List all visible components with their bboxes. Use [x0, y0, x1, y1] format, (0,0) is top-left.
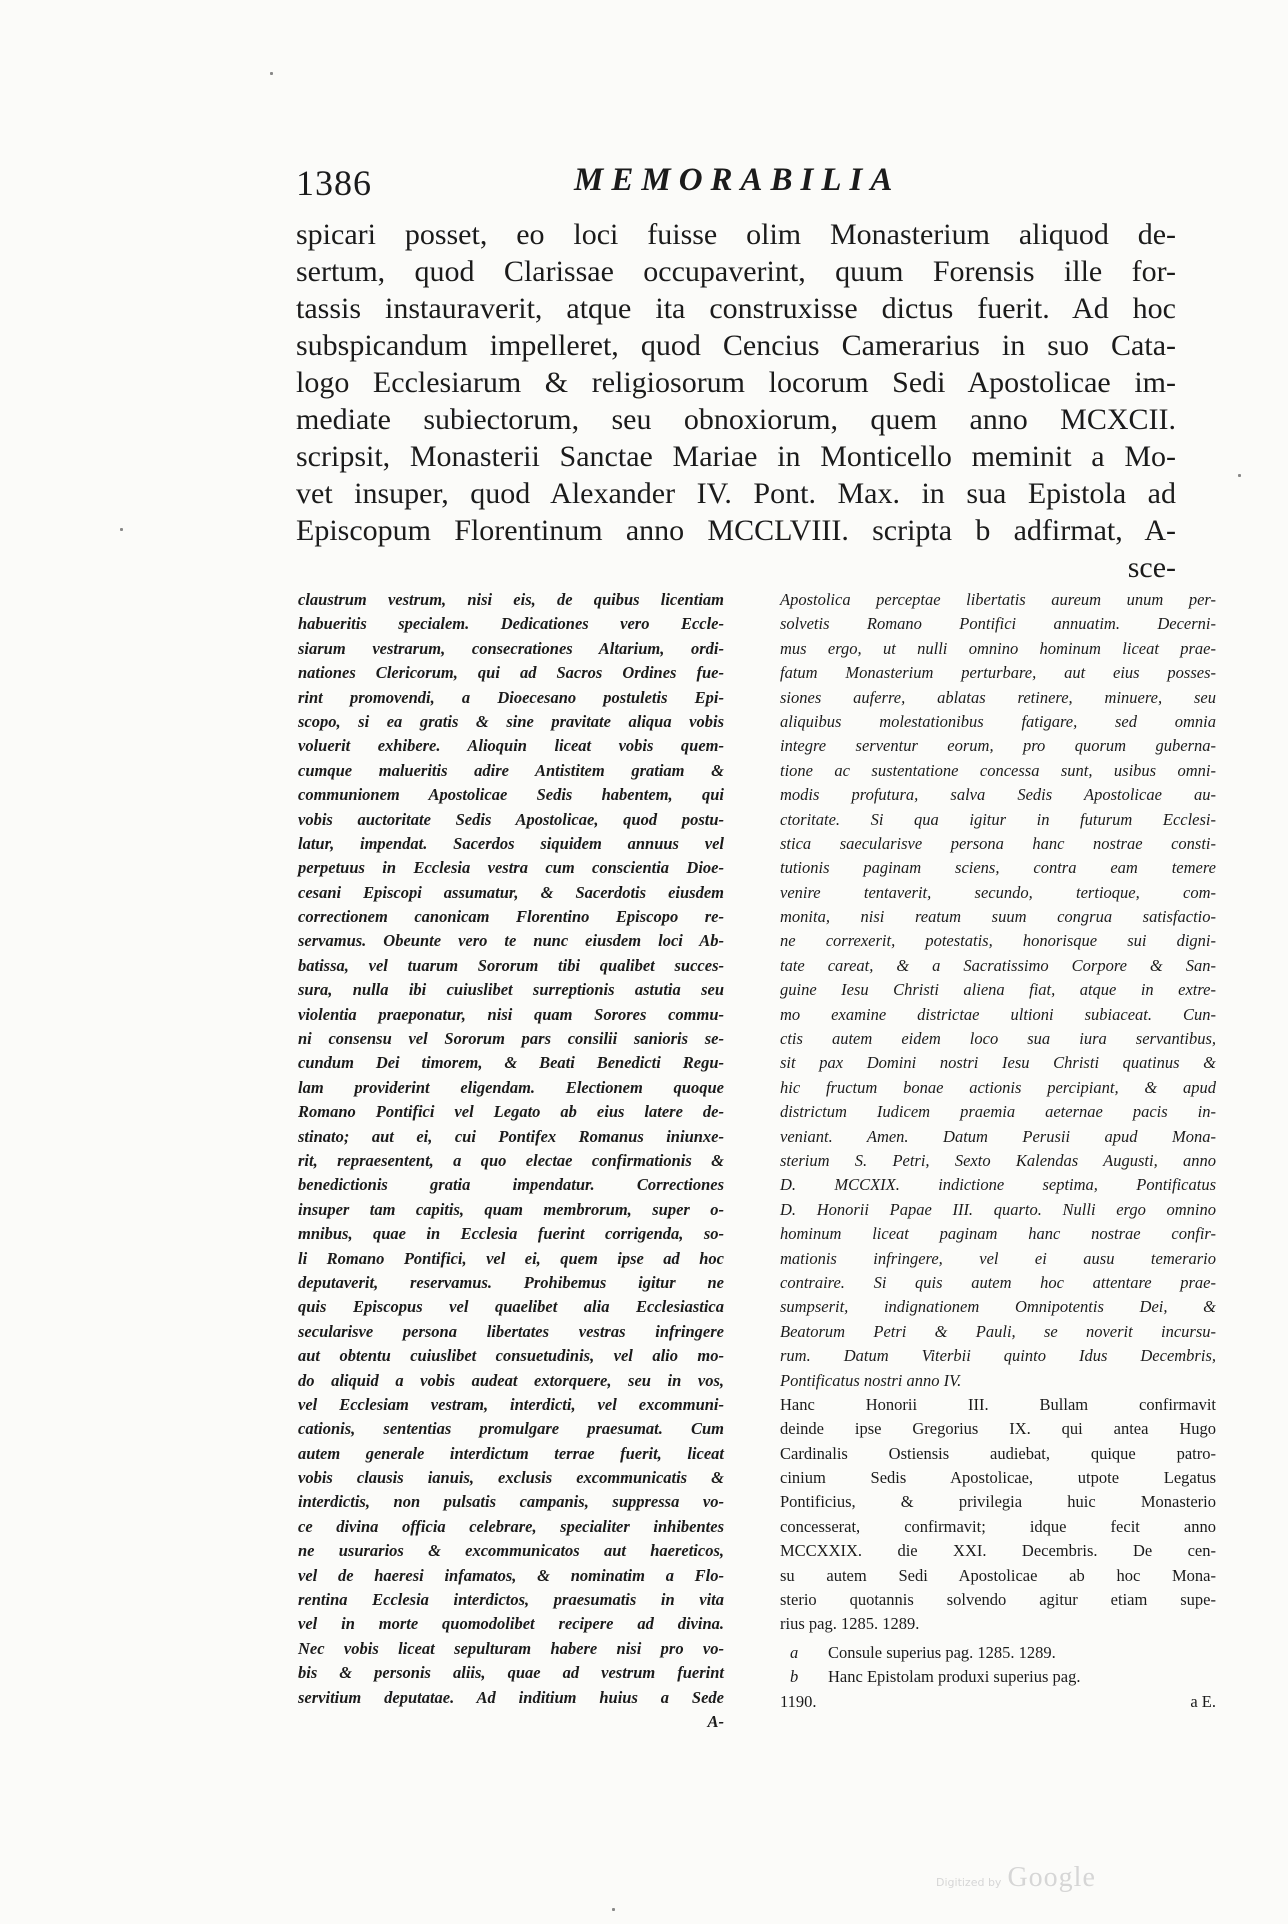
right-column-line: siones auferre, ablatas retinere, minuere, seu: [780, 687, 1216, 707]
right-column-line: ne correxerit, potestatis, honorisque sui digni-: [780, 931, 1216, 951]
left-column-line: bis & personis aliis, quae ad vestrum fuerint: [298, 1663, 724, 1683]
body-line: mediate subiectorum, seu obnoxiorum, quem anno MCXCII.: [296, 403, 1176, 436]
right-column-catchword: a E.: [1190, 1691, 1216, 1711]
footnote-mark: b: [790, 1667, 799, 1687]
body-line: logo Ecclesiarum & religiosorum locorum Sedi Apostolicae im-: [296, 366, 1176, 399]
left-column-line: ce divina officia celebrare, specialiter inhibentes: [298, 1516, 724, 1536]
right-column-line: fatum Monasterium perturbare, aut eius posses-: [780, 663, 1216, 683]
body-line: spicari posset, eo loci fuisse olim Monasterium aliquod de-: [296, 218, 1176, 251]
scan-speck: [270, 72, 273, 75]
left-column-line: quis Episcopus vel quaelibet alia Ecclesiastica: [298, 1297, 724, 1317]
left-column-line: Romano Pontifici vel Legato ab eius latere de-: [298, 1102, 724, 1122]
body-line: tassis instauraverit, atque ita construxisse dictus fuerit. Ad hoc: [296, 292, 1176, 325]
left-column-line: interdictis, non pulsatis campanis, suppressa vo-: [298, 1492, 724, 1512]
note-line: Cardinalis Ostiensis audiebat, quique patro-: [780, 1443, 1216, 1463]
note-line: Hanc Honorii III. Bullam confirmavit: [780, 1394, 1216, 1414]
left-column-line: stinato; aut ei, cui Pontifex Romanus iniunxe-: [298, 1126, 724, 1146]
left-column-line: scopo, si ea gratis & sine pravitate aliqua vobis: [298, 711, 724, 731]
right-column-line: monita, nisi reatum suum congrua satisfactio-: [780, 907, 1216, 927]
right-column-line: ctis autem eidem loco sua iura servantibus,: [780, 1029, 1216, 1049]
left-column-line: habueritis specialem. Dedicationes vero Eccle-: [298, 614, 724, 634]
right-column-line: Pontificatus nostri anno IV.: [780, 1370, 962, 1390]
body-line: vet insuper, quod Alexander IV. Pont. Max. in sua Epistola ad: [296, 477, 1176, 510]
left-column-line: deputaverit, reservamus. Prohibemus igitur ne: [298, 1272, 724, 1292]
body-catchword: sce-: [1127, 551, 1176, 584]
body-line: sertum, quod Clarissae occupaverint, quum Forensis ille for-: [296, 255, 1176, 288]
left-column-line: latur, impendat. Sacerdos siquidem annuus vel: [298, 833, 724, 853]
left-column-line: cundum Dei timorem, & Beati Benedicti Regu-: [298, 1053, 724, 1073]
note-line: MCCXXIX. die XXI. Decembris. De cen-: [780, 1541, 1216, 1561]
right-column-line: stica saecularisve persona hanc nostrae consti-: [780, 833, 1216, 853]
note-line: concesserat, confirmavit; idque fecit anno: [780, 1516, 1216, 1536]
left-column-line: cesani Episcopi assumatur, & Sacerdotis eiusdem: [298, 882, 724, 902]
left-column-line: batissa, vel tuarum Sororum tibi qualibet succes-: [298, 955, 724, 975]
left-column-line: insuper tam capitis, quam membrorum, super o-: [298, 1199, 724, 1219]
left-column-line: correctionem canonicam Florentino Episcopo re-: [298, 907, 724, 927]
left-column-line: rit, repraesentent, a quo electae confirmationis &: [298, 1150, 724, 1170]
right-column-line: solvetis Romano Pontifici annuatim. Decerni-: [780, 614, 1216, 634]
right-column-line: hominum liceat paginam hanc nostrae confir-: [780, 1224, 1216, 1244]
right-column-line: tutionis paginam sciens, contra eam temere: [780, 858, 1216, 878]
left-column-line: autem generale interdictum terrae fuerit, liceat: [298, 1443, 724, 1463]
watermark-brand: Google: [1007, 1862, 1096, 1893]
left-column-line: aut obtentu cuiuslibet consuetudinis, vel alio mo-: [298, 1346, 724, 1366]
right-column-line: rum. Datum Viterbii quinto Idus Decembris,: [780, 1346, 1216, 1366]
left-column-line: ne usurarios & excommunicatos aut haereticos,: [298, 1541, 724, 1561]
footnote-mark: a: [790, 1642, 799, 1662]
right-column-line: mus ergo, ut nulli omnino hominum liceat prae-: [780, 638, 1216, 658]
left-column-line: cationis, sententias promulgare praesumat. Cum: [298, 1419, 724, 1439]
left-column: [298, 588, 724, 1734]
right-column-line: D. MCCXIX. indictione septima, Pontificatus: [780, 1175, 1216, 1195]
left-column-line: voluerit exhibere. Alioquin liceat vobis quem-: [298, 736, 724, 756]
left-column-line: secularisve persona libertates vestras infringere: [298, 1321, 724, 1341]
digitized-watermark: [936, 1862, 1096, 1894]
main-text-block: [296, 216, 1176, 586]
page-number: 1386: [296, 163, 372, 203]
right-column-line: hic fructum bonae actionis percipiant, & apud: [780, 1077, 1216, 1097]
left-column-line: vel de haeresi infamatos, & nominatim a Flo-: [298, 1565, 724, 1585]
right-column-line: venire tentaverit, secundo, tertioque, com-: [780, 882, 1216, 902]
scan-speck: [612, 1908, 615, 1911]
left-column-line: vobis clausis ianuis, exclusis excommunicatis &: [298, 1468, 724, 1488]
right-column-line: contraire. Si quis autem hoc attentare prae-: [780, 1272, 1216, 1292]
left-column-line: servamus. Obeunte vero te nunc eiusdem loci Ab-: [298, 931, 724, 951]
right-column-line: integre serventur eorum, pro quorum guberna-: [780, 736, 1216, 756]
left-column-line: cumque malueritis adire Antistitem gratiam &: [298, 760, 724, 780]
left-column-catchword: A-: [707, 1711, 724, 1731]
right-column-line: aliquibus molestationibus fatigare, sed omnia: [780, 711, 1216, 731]
right-column-line: modis profutura, salva Sedis Apostolicae au-: [780, 785, 1216, 805]
note-line: su autem Sedi Apostolicae ab hoc Mona-: [780, 1565, 1216, 1585]
right-column-line: ctoritate. Si qua igitur in futurum Ecclesi-: [780, 809, 1216, 829]
left-column-line: claustrum vestrum, nisi eis, de quibus licentiam: [298, 590, 724, 609]
left-column-line: siarum vestrarum, consecrationes Altarium, ordi-: [298, 638, 724, 658]
watermark-prefix: Digitized by: [936, 1876, 1002, 1889]
left-column-line: nationes Clericorum, qui ad Sacros Ordines fue-: [298, 663, 724, 683]
scan-speck: [120, 528, 123, 531]
left-column-line: do aliquid a vobis audeat extorquere, seu in vos,: [298, 1370, 724, 1390]
right-column-line: D. Honorii Papae III. quarto. Nulli ergo omnino: [780, 1199, 1216, 1219]
note-line: rius pag. 1285. 1289.: [780, 1614, 920, 1634]
footnote-last-line: [780, 1690, 1216, 1714]
left-column-line: vel Ecclesiam vestram, interdicti, vel excommuni-: [298, 1394, 724, 1414]
right-column-line: mo examine districtae ultioni subiaceat. Cun-: [780, 1004, 1216, 1024]
left-column-line: rentina Ecclesia interdictos, praesumatis in vita: [298, 1590, 724, 1610]
scan-speck: [1238, 474, 1241, 477]
right-column: [780, 588, 1216, 1714]
footnote-continuation: 1190.: [780, 1691, 817, 1711]
right-column-line: sterium S. Petri, Sexto Kalendas Augusti, anno: [780, 1150, 1216, 1170]
right-column-line: veniant. Amen. Datum Perusii apud Mona-: [780, 1126, 1216, 1146]
body-line: Episcopum Florentinum anno MCCLVIII. scripta b adfirmat, A-: [296, 514, 1176, 547]
left-column-line: perpetuus in Ecclesia vestra cum conscientia Dioe-: [298, 858, 724, 878]
note-line: Pontificius, & privilegia huic Monasterio: [780, 1492, 1216, 1512]
right-column-line: guine Iesu Christi aliena fiat, atque in extre-: [780, 980, 1216, 1000]
note-line: sterio quotannis solvendo agitur etiam supe-: [780, 1590, 1216, 1610]
left-column-line: servitium deputatae. Ad inditium huius a Sede: [298, 1687, 724, 1707]
footnote-a: [780, 1641, 1216, 1665]
right-column-lines: [780, 588, 1216, 1393]
body-line: scripsit, Monasterii Sanctae Mariae in Monticello meminit a Mo-: [296, 440, 1176, 473]
left-column-line: li Romano Pontifici, vel ei, quem ipse ad hoc: [298, 1248, 724, 1268]
right-column-line: districtum Iudicem praemia aeternae pacis in-: [780, 1102, 1216, 1122]
left-column-lines: [298, 588, 724, 1710]
footnote-text: Consule superius pag. 1285. 1289.: [828, 1642, 1056, 1662]
running-title: MEMORABILIA: [574, 162, 901, 198]
footnote-text: Hanc Epistolam produxi superius pag.: [828, 1667, 1081, 1687]
left-column-line: violentia praeponatur, nisi quam Sorores commu-: [298, 1004, 724, 1024]
left-column-line: lam providerint eligendam. Electionem quoque: [298, 1077, 724, 1097]
note-line: cinium Sedis Apostolicae, utpote Legatus: [780, 1468, 1216, 1488]
body-line: subspicandum impelleret, quod Cencius Camerarius in suo Cata-: [296, 329, 1176, 362]
left-column-line: sura, nulla ibi cuiuslibet surreptionis astutia seu: [298, 980, 724, 1000]
left-column-line: mnibus, quae in Ecclesia fuerint corrigenda, so-: [298, 1224, 724, 1244]
left-column-line: ni consensu vel Sororum pars consilii sanioris se-: [298, 1029, 724, 1049]
right-column-line: tione ac sustentatione concessa sunt, usibus omni-: [780, 760, 1216, 780]
left-column-line: rint promovendi, a Dioecesano postuletis Epi-: [298, 687, 724, 707]
right-column-line: Apostolica perceptae libertatis aureum unum per-: [780, 590, 1216, 609]
right-column-line: sumpserit, indignationem Omnipotentis Dei, &: [780, 1297, 1216, 1317]
right-column-line: mationis infringere, vel ei ausu temerario: [780, 1248, 1216, 1268]
left-column-line: vobis auctoritate Sedis Apostolicae, quod postu-: [298, 809, 724, 829]
note-line: deinde ipse Gregorius IX. qui antea Hugo: [780, 1419, 1216, 1439]
left-column-line: Nec vobis liceat sepulturam habere nisi pro vo-: [298, 1638, 724, 1658]
right-column-note: [780, 1393, 1216, 1637]
footnotes: [780, 1641, 1216, 1690]
left-column-line: communionem Apostolicae Sedis habentem, qui: [298, 785, 724, 805]
left-column-line: benedictionis gratia impendatur. Correctiones: [298, 1175, 724, 1195]
footnote-b: [780, 1665, 1216, 1689]
right-column-line: Beatorum Petri & Pauli, se noverit incursu-: [780, 1321, 1216, 1341]
left-column-line: vel in morte quomodolibet recipere ad divina.: [298, 1614, 724, 1634]
right-column-line: tate careat, & a Sacratissimo Corpore & San-: [780, 955, 1216, 975]
page-header: [296, 162, 1176, 212]
right-column-line: sit pax Domini nostri Iesu Christi quatinus &: [780, 1053, 1216, 1073]
